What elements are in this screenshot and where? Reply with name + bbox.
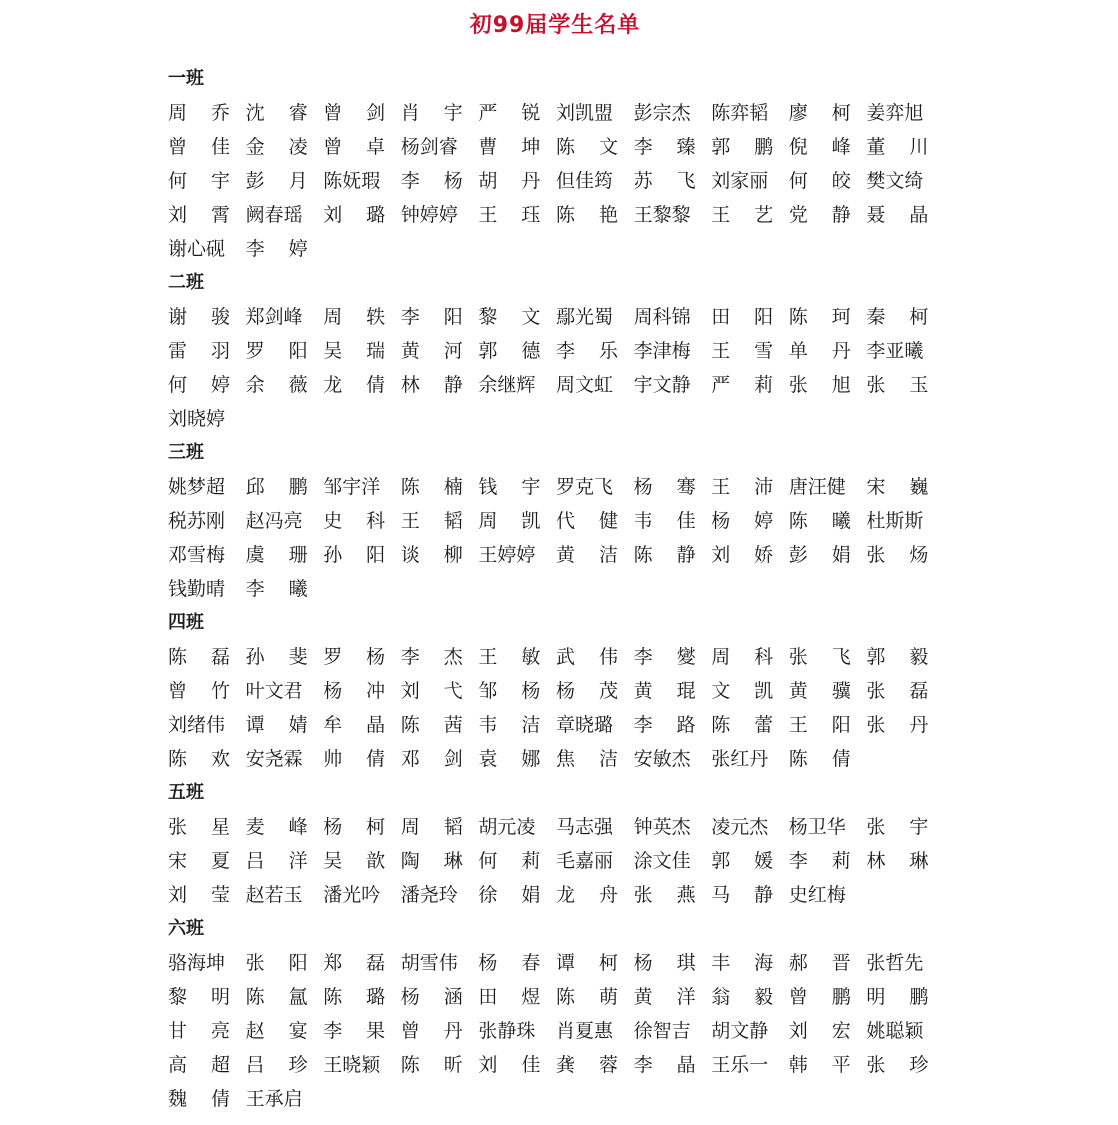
- student-name: 龚 蓉: [556, 1054, 618, 1076]
- student-name: 章晓璐: [556, 714, 614, 736]
- student-name: 罗克飞: [556, 476, 614, 498]
- student-name: 张 宇: [866, 816, 929, 838]
- student-name: 安敏杰: [633, 748, 691, 770]
- student-name: 杨 春: [478, 952, 541, 974]
- student-name: 钱勤晴: [168, 578, 226, 600]
- student-name: 田 煜: [478, 986, 541, 1008]
- student-name: 丰 海: [711, 952, 774, 974]
- student-name: 彭 娟: [788, 544, 851, 566]
- student-name: 孙 阳: [323, 544, 386, 566]
- name-row: [0, 300, 1118, 334]
- student-name: 马志强: [556, 816, 614, 838]
- class-header: 五班: [168, 782, 204, 803]
- page-title: 初99届学生名单: [469, 13, 641, 38]
- name-row: [0, 572, 1118, 606]
- name-row: [0, 1082, 1118, 1116]
- student-name: 史 科: [323, 510, 386, 532]
- name-row: [0, 708, 1118, 742]
- student-name: 陈 文: [556, 136, 618, 158]
- student-name: 文 凯: [711, 680, 774, 702]
- student-name: 张 炀: [866, 544, 929, 566]
- student-name: 王晓颖: [323, 1054, 381, 1076]
- student-name: 王 韬: [400, 510, 463, 532]
- student-name: 郝 晋: [788, 952, 851, 974]
- student-name: 郭 鹏: [711, 136, 774, 158]
- student-name: 田 阳: [711, 306, 774, 328]
- student-name: 周 轶: [323, 306, 386, 328]
- name-row: [0, 334, 1118, 368]
- name-row: [0, 538, 1118, 572]
- student-name: 杨剑睿: [400, 136, 458, 158]
- student-name: 孙 斐: [245, 646, 308, 668]
- student-name: 李 夑: [633, 646, 696, 668]
- student-name: 明 鹏: [866, 986, 929, 1008]
- student-name: 苏 飞: [633, 170, 696, 192]
- student-name: 凌元杰: [711, 816, 769, 838]
- student-name: 赵 宴: [245, 1020, 308, 1042]
- name-row: [0, 742, 1118, 776]
- name-row: [0, 402, 1118, 436]
- student-name: 王 阳: [788, 714, 851, 736]
- student-name: 党 静: [788, 204, 851, 226]
- student-name: 宋 巍: [866, 476, 929, 498]
- student-name: 张红丹: [711, 748, 769, 770]
- student-name: 聂 晶: [866, 204, 929, 226]
- student-name: 陈妩瑕: [323, 170, 381, 192]
- student-name: 王 艺: [711, 204, 774, 226]
- student-name: 陈弈韬: [711, 102, 769, 124]
- student-name: 吴 瑞: [323, 340, 386, 362]
- student-name: 牟 晶: [323, 714, 386, 736]
- student-name: 代 健: [556, 510, 618, 532]
- class-header: 一班: [168, 68, 204, 89]
- student-name: 邹宇洋: [323, 476, 381, 498]
- student-name: 黎 明: [168, 986, 230, 1008]
- student-name: 秦 柯: [866, 306, 929, 328]
- student-name: 李 臻: [633, 136, 696, 158]
- student-name: 彭宗杰: [633, 102, 691, 124]
- student-name: 林 琳: [866, 850, 929, 872]
- student-name: 周科锦: [633, 306, 691, 328]
- student-name: 但佳筠: [556, 170, 614, 192]
- name-row: [0, 96, 1118, 130]
- student-name: 陈 磊: [168, 646, 230, 668]
- student-name: 胡元凌: [478, 816, 536, 838]
- student-name: 杨 冲: [323, 680, 386, 702]
- student-name: 陈 静: [633, 544, 696, 566]
- student-name: 张静珠: [478, 1020, 536, 1042]
- student-name: 魏 倩: [168, 1088, 230, 1110]
- student-name: 邹 杨: [478, 680, 541, 702]
- student-name: 韩 平: [788, 1054, 851, 1076]
- student-name: 姚梦超: [168, 476, 226, 498]
- student-name: 钱 宇: [478, 476, 541, 498]
- student-name: 王 敏: [478, 646, 541, 668]
- student-name: 余 薇: [245, 374, 308, 396]
- student-name: 陈 欢: [168, 748, 230, 770]
- student-name: 郑 磊: [323, 952, 386, 974]
- student-name: 徐智吉: [633, 1020, 691, 1042]
- student-name: 胡 丹: [478, 170, 541, 192]
- student-name: 龙 舟: [556, 884, 618, 906]
- student-name: 刘凯盟: [556, 102, 614, 124]
- student-name: 王婷婷: [478, 544, 536, 566]
- student-name: 黄 骥: [788, 680, 851, 702]
- student-name: 陈 璐: [323, 986, 386, 1008]
- student-name: 陈 昕: [400, 1054, 463, 1076]
- student-name: 何 莉: [478, 850, 541, 872]
- student-name: 杨 骞: [633, 476, 696, 498]
- student-name: 樊文绮: [866, 170, 924, 192]
- student-name: 杨 涵: [400, 986, 463, 1008]
- name-row: [0, 946, 1118, 980]
- student-name: 张 玉: [866, 374, 929, 396]
- student-name: 周 科: [711, 646, 774, 668]
- student-name: 马 静: [711, 884, 774, 906]
- student-name: 吴 歆: [323, 850, 386, 872]
- student-name: 潘光吟: [323, 884, 381, 906]
- student-name: 张 丹: [866, 714, 929, 736]
- student-name: 帅 倩: [323, 748, 386, 770]
- student-name: 谢 骏: [168, 306, 230, 328]
- student-name: 杨 琪: [633, 952, 696, 974]
- name-row: [0, 980, 1118, 1014]
- name-row: [0, 368, 1118, 402]
- student-name: 曾 佳: [168, 136, 230, 158]
- student-name: 吕 洋: [245, 850, 308, 872]
- student-name: 陈 曦: [788, 510, 851, 532]
- name-row: [0, 164, 1118, 198]
- name-row: [0, 640, 1118, 674]
- student-name: 彭 月: [245, 170, 308, 192]
- name-row: [0, 130, 1118, 164]
- student-name: 李 莉: [788, 850, 851, 872]
- student-name: 杜斯斯: [866, 510, 924, 532]
- student-name: 陈 艳: [556, 204, 618, 226]
- student-name: 叶文君: [245, 680, 303, 702]
- student-name: 王 沛: [711, 476, 774, 498]
- student-name: 涂文佳: [633, 850, 691, 872]
- student-name: 陈 楠: [400, 476, 463, 498]
- name-row: [0, 844, 1118, 878]
- student-name: 李 杰: [400, 646, 463, 668]
- student-name: 黄 洋: [633, 986, 696, 1008]
- student-name: 刘 弋: [400, 680, 463, 702]
- student-name: 姜弈旭: [866, 102, 924, 124]
- student-name: 李 曦: [245, 578, 308, 600]
- student-name: 韦 佳: [633, 510, 696, 532]
- student-name: 李 乐: [556, 340, 618, 362]
- student-name: 骆海坤: [168, 952, 226, 974]
- student-name: 潘尧玲: [400, 884, 458, 906]
- student-name: 税苏刚: [168, 510, 226, 532]
- student-name: 陈 蕾: [711, 714, 774, 736]
- student-name: 张 星: [168, 816, 230, 838]
- student-name: 董 川: [866, 136, 929, 158]
- student-name: 谭 婧: [245, 714, 308, 736]
- student-name: 王乐一: [711, 1054, 769, 1076]
- student-name: 黄 洁: [556, 544, 618, 566]
- student-name: 周 凯: [478, 510, 541, 532]
- student-list: [0, 62, 1118, 1116]
- student-name: 安尧霖: [245, 748, 303, 770]
- student-name: 陈 萌: [556, 986, 618, 1008]
- student-name: 姚聪颖: [866, 1020, 924, 1042]
- student-name: 刘 佳: [478, 1054, 541, 1076]
- name-row: [0, 1048, 1118, 1082]
- student-name: 曾 鹏: [788, 986, 851, 1008]
- student-name: 陈 珂: [788, 306, 851, 328]
- student-name: 周 乔: [168, 102, 230, 124]
- student-name: 宋 夏: [168, 850, 230, 872]
- student-name: 严 莉: [711, 374, 774, 396]
- student-name: 武 伟: [556, 646, 618, 668]
- name-row: [0, 1014, 1118, 1048]
- student-name: 肖夏惠: [556, 1020, 614, 1042]
- student-name: 张 飞: [788, 646, 851, 668]
- student-name: 王承启: [245, 1088, 303, 1110]
- student-name: 李 果: [323, 1020, 386, 1042]
- student-name: 刘 霄: [168, 204, 230, 226]
- name-row: [0, 674, 1118, 708]
- student-name: 刘 娇: [711, 544, 774, 566]
- student-name: 郑剑峰: [245, 306, 303, 328]
- student-name: 李 杨: [400, 170, 463, 192]
- student-name: 曾 丹: [400, 1020, 463, 1042]
- student-name: 邓雪梅: [168, 544, 226, 566]
- student-name: 曾 卓: [323, 136, 386, 158]
- student-name: 谈 柳: [400, 544, 463, 566]
- student-name: 沈 睿: [245, 102, 308, 124]
- student-name: 何 婷: [168, 374, 230, 396]
- student-name: 林 静: [400, 374, 463, 396]
- student-name: 杨 茂: [556, 680, 618, 702]
- student-name: 何 皎: [788, 170, 851, 192]
- name-row: [0, 198, 1118, 232]
- student-name: 赵若玉: [245, 884, 303, 906]
- student-name: 郭 毅: [866, 646, 929, 668]
- student-name: 何 宇: [168, 170, 230, 192]
- student-name: 罗 杨: [323, 646, 386, 668]
- student-name: 李 婷: [245, 238, 308, 260]
- student-name: 黎 文: [478, 306, 541, 328]
- student-name: 刘 莹: [168, 884, 230, 906]
- student-name: 鄢光蜀: [556, 306, 614, 328]
- class-header: 三班: [168, 442, 204, 463]
- name-row: [0, 504, 1118, 538]
- student-name: 余继辉: [478, 374, 536, 396]
- student-name: 龙 倩: [323, 374, 386, 396]
- student-name: 杨 柯: [323, 816, 386, 838]
- student-name: 罗 阳: [245, 340, 308, 362]
- class-header: 六班: [168, 918, 204, 939]
- student-name: 史红梅: [788, 884, 846, 906]
- student-name: 雷 羽: [168, 340, 230, 362]
- student-name: 李 路: [633, 714, 696, 736]
- student-name: 陈 茜: [400, 714, 463, 736]
- student-name: 刘家丽: [711, 170, 769, 192]
- student-name: 张 燕: [633, 884, 696, 906]
- student-name: 肖 宇: [400, 102, 463, 124]
- student-name: 邓 剑: [400, 748, 463, 770]
- student-name: 邱 鹏: [245, 476, 308, 498]
- student-name: 毛嘉丽: [556, 850, 614, 872]
- student-name: 麦 峰: [245, 816, 308, 838]
- student-name: 金 凌: [245, 136, 308, 158]
- name-row: [0, 232, 1118, 266]
- student-name: 钟婷婷: [400, 204, 458, 226]
- student-name: 王黎黎: [633, 204, 691, 226]
- student-name: 阙春瑶: [245, 204, 303, 226]
- student-name: 虞 珊: [245, 544, 308, 566]
- student-name: 曾 竹: [168, 680, 230, 702]
- student-name: 赵冯亮: [245, 510, 303, 532]
- student-name: 郭 德: [478, 340, 541, 362]
- student-name: 李 阳: [400, 306, 463, 328]
- student-name: 杨 婷: [711, 510, 774, 532]
- student-name: 曾 剑: [323, 102, 386, 124]
- student-name: 周文虹: [556, 374, 614, 396]
- student-name: 单 丹: [788, 340, 851, 362]
- student-name: 韦 洁: [478, 714, 541, 736]
- student-name: 周 韬: [400, 816, 463, 838]
- student-name: 高 超: [168, 1054, 230, 1076]
- student-name: 钟英杰: [633, 816, 691, 838]
- student-name: 吕 珍: [245, 1054, 308, 1076]
- student-name: 倪 峰: [788, 136, 851, 158]
- student-name: 刘 璐: [323, 204, 386, 226]
- student-name: 张 阳: [245, 952, 308, 974]
- student-name: 张哲先: [866, 952, 924, 974]
- name-row: [0, 810, 1118, 844]
- student-name: 严 锐: [478, 102, 541, 124]
- student-name: 徐 娟: [478, 884, 541, 906]
- student-name: 杨卫华: [788, 816, 846, 838]
- class-header: 二班: [168, 272, 204, 293]
- student-name: 张 珍: [866, 1054, 929, 1076]
- student-name: 李津梅: [633, 340, 691, 362]
- student-name: 胡文静: [711, 1020, 769, 1042]
- student-name: 刘绪伟: [168, 714, 226, 736]
- student-name: 陈 氲: [245, 986, 308, 1008]
- student-name: 王 雪: [711, 340, 774, 362]
- student-name: 黄 河: [400, 340, 463, 362]
- student-name: 刘晓婷: [168, 408, 226, 430]
- student-name: 王 珏: [478, 204, 541, 226]
- student-name: 张 磊: [866, 680, 929, 702]
- student-name: 李 晶: [633, 1054, 696, 1076]
- student-name: 甘 亮: [168, 1020, 230, 1042]
- student-name: 焦 洁: [556, 748, 618, 770]
- student-name: 郭 媛: [711, 850, 774, 872]
- student-name: 袁 娜: [478, 748, 541, 770]
- student-name: 陶 琳: [400, 850, 463, 872]
- student-name: 黄 琨: [633, 680, 696, 702]
- name-row: [0, 878, 1118, 912]
- student-name: 刘 宏: [788, 1020, 851, 1042]
- student-name: 曹 坤: [478, 136, 541, 158]
- student-name: 李亚曦: [866, 340, 924, 362]
- student-name: 宇文静: [633, 374, 691, 396]
- student-name: 谢心砚: [168, 238, 226, 260]
- name-row: [0, 470, 1118, 504]
- student-name: 陈 倩: [788, 748, 851, 770]
- student-name: 胡雪伟: [400, 952, 458, 974]
- student-name: 唐汪健: [788, 476, 846, 498]
- student-name: 翁 毅: [711, 986, 774, 1008]
- student-name: 廖 柯: [788, 102, 851, 124]
- student-name: 张 旭: [788, 374, 851, 396]
- class-header: 四班: [168, 612, 204, 633]
- student-name: 谭 柯: [556, 952, 618, 974]
